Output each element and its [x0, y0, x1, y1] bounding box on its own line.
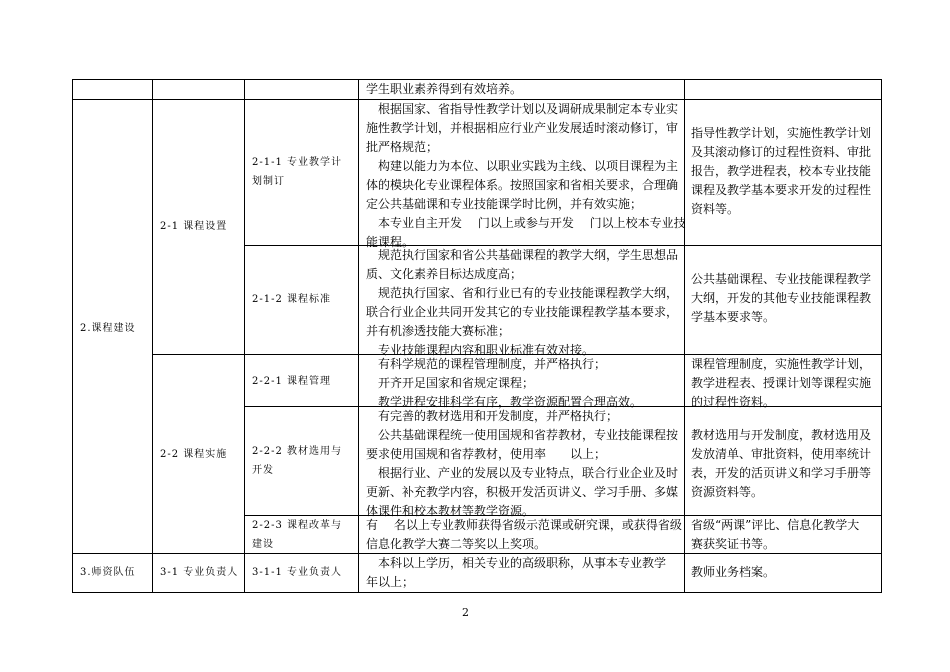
table-rule: [358, 79, 359, 592]
text-line: 2-1-1 专业教学计: [252, 157, 343, 168]
text-line: 规范执行国家和省公共基础课程的教学大纲，学生思想品: [366, 248, 679, 262]
text-line: 公共基础课程统一使用国规和省荐教材，专业技能课程按: [366, 428, 679, 442]
text-line: 课程及教学基本要求开发的过程性: [691, 183, 872, 197]
table-rule: [244, 79, 245, 592]
text-line: 根据行业、产业的发展以及专业特点，联合行业企业及时: [366, 466, 679, 480]
text-line: 开发: [252, 465, 274, 476]
text-line: 规范执行国家、省和行业已有的专业技能课程教学大纲，: [366, 286, 679, 300]
code-cell: [252, 290, 331, 309]
text-line: 教师业务档案。: [691, 565, 776, 579]
text-line: 表，开发的活页讲义和学习手册等: [691, 466, 872, 480]
text-line: 3-1-1 专业负责人: [252, 567, 343, 578]
text-line: 能课程。: [366, 235, 415, 249]
text-line: 及其滚动修订的过程性资料、审批: [691, 145, 872, 159]
table-rule: [881, 79, 882, 592]
text-line: 公共基础课程、专业技能课程教学: [691, 272, 872, 286]
content-cell: [366, 407, 678, 521]
text-line: 更新、补充教学内容，积极开发活页讲义、学习手册、多媒: [366, 485, 679, 499]
text-line: 年以上；: [366, 575, 415, 589]
code-cell: [252, 563, 342, 582]
text-line: 2-1-2 课程标准: [252, 294, 332, 305]
text-line: 有完善的教材选用和开发制度，并严格执行；: [366, 409, 619, 423]
evidence-cell: [691, 124, 871, 219]
code-cell: [252, 153, 342, 191]
text-line: 2-2-2 教材选用与: [252, 446, 343, 457]
text-line: 报告，教学进程表，校本专业技能: [691, 164, 872, 178]
group-label-2-1: 2-1 课程设置: [160, 221, 228, 232]
text-line: 本科以上学历，相关专业的高级职称，从事本专业教学: [366, 556, 667, 570]
content-cell: [366, 246, 678, 360]
group-label-3: 3.师资队伍: [80, 567, 136, 578]
text-line: 开齐开足国家和省规定课程；: [366, 376, 535, 390]
code-cell: [252, 372, 331, 391]
group-label-2-2: 2-2 课程实施: [160, 449, 228, 460]
code-cell: [252, 516, 342, 554]
text-line: 质、文化素养目标达成度高；: [366, 267, 523, 281]
text-line: 教材选用与开发制度，教材选用及: [691, 428, 872, 442]
text-line: 信息化教学大赛二等奖以上奖项。: [366, 537, 547, 551]
text-line: 2-2-1 课程管理: [252, 376, 332, 387]
content-cell: [366, 516, 682, 554]
text-line: 教学进程安排科学有序，教学资源配置合理高效。: [366, 395, 643, 409]
text-line: 大纲，开发的其他专业技能课程教: [691, 291, 872, 305]
text-line: 资料等。: [691, 202, 740, 216]
text-line: 并有机渗透技能大赛标准；: [366, 324, 511, 338]
code-cell: [252, 442, 342, 480]
table-rule: [152, 79, 153, 592]
page-number: 2: [462, 606, 469, 619]
text-line: 根据国家、省指导性教学计划以及调研成果制定本专业实: [366, 102, 679, 116]
text-line: 有 名以上专业教师获得省级示范课或研究课，或获得省级: [366, 518, 682, 532]
evidence-cell: [691, 426, 871, 502]
evidence-cell: [691, 516, 859, 554]
evidence-cell: [691, 270, 871, 327]
text-line: 学基本要求等。: [691, 310, 776, 324]
text-line: 建设: [252, 539, 274, 550]
text-line: 专业技能课程内容和职业标准有效对接。: [366, 343, 595, 357]
text-line: 定公共基础课和专业技能课学时比例，并有效实施；: [366, 197, 643, 211]
table-rule: [72, 592, 882, 593]
text-line: 联合行业企业共同开发其它的专业技能课程教学基本要求，: [366, 305, 679, 319]
text-line: 赛获奖证书等。: [691, 537, 776, 551]
evidence-cell: [691, 355, 871, 412]
content-cell: [366, 80, 522, 99]
text-line: 体课件和校本教材等教学资源。: [366, 504, 535, 518]
content-cell: [366, 355, 642, 412]
content-cell: [366, 554, 666, 592]
text-line: 课程管理制度，实施性教学计划，: [691, 357, 872, 371]
evidence-cell: [691, 563, 775, 582]
text-line: 划制订: [252, 176, 285, 187]
text-line: 学生职业素养得到有效培养。: [366, 82, 523, 96]
text-line: 有科学规范的课程管理制度，并严格执行；: [366, 357, 607, 371]
text-line: 施性教学计划，并根据相应行业产业发展适时滚动修订，审: [366, 121, 679, 135]
text-line: 要求使用国规和省荐教材，使用率 以上；: [366, 447, 607, 461]
text-line: 的过程性资料。: [691, 395, 776, 409]
text-line: 发放清单、审批资料，使用率统计: [691, 447, 872, 461]
text-line: 构建以能力为本位、以职业实践为主线、以项目课程为主: [366, 159, 679, 173]
group-label-2: 2.课程建设: [80, 323, 136, 334]
text-line: 省级“两课”评比、信息化教学大: [691, 518, 860, 532]
text-line: 本专业自主开发 门以上或参与开发 门以上校本专业技: [366, 216, 686, 230]
text-line: 2-2-3 课程改革与: [252, 520, 343, 531]
text-line: 指导性教学计划，实施性教学计划: [691, 126, 872, 140]
text-line: 资源资料等。: [691, 485, 764, 499]
text-line: 批严格规范；: [366, 140, 439, 154]
text-line: 体的模块化专业课程体系。按照国家和省相关要求，合理确: [366, 178, 679, 192]
group-label-3-1: 3-1 专业负责人: [160, 567, 239, 578]
table-rule: [72, 79, 73, 592]
content-cell: [366, 100, 686, 252]
text-line: 教学进程表、授课计划等课程实施: [691, 376, 872, 390]
